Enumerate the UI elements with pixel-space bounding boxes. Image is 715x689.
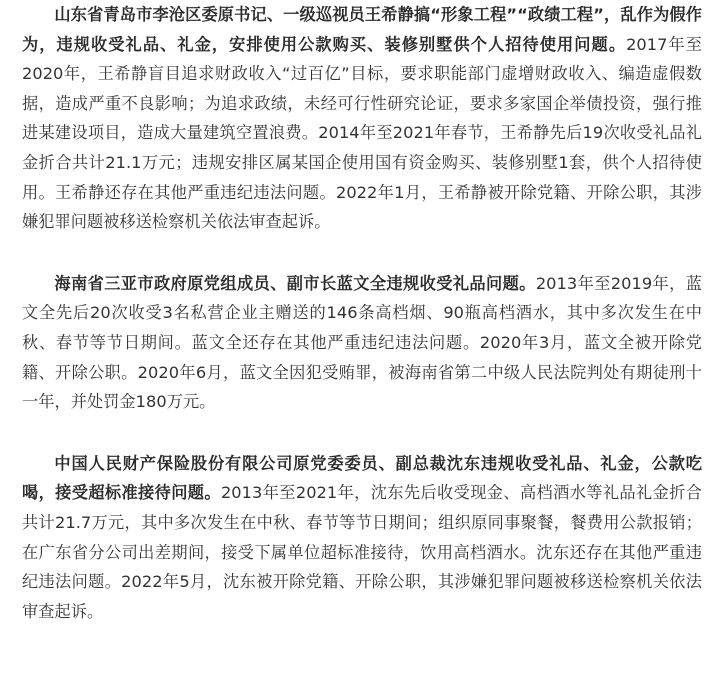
case-headline: 山东省青岛市李沧区委原书记、一级巡视员王希静搞“形象工程”“政绩工程”，乱作为假作为，违规收受礼品、礼金，安排使用公款购买、装修别墅供个人招待使用问题。: [22, 5, 702, 54]
case-paragraph-shen-dong: [22, 449, 702, 627]
case-headline: 中国人民财产保险股份有限公司原党委委员、副总裁沈东违规收受礼品、礼金，公款吃喝，接受超标准接待问题。: [22, 453, 702, 503]
article-body: [22, 0, 702, 626]
case-paragraph-wang-xijing: [22, 0, 702, 237]
case-paragraph-lan-wenquan: [22, 269, 702, 417]
case-details: 2013年至2019年，蓝文全先后20次收受3名私营企业主赠送的146条高档烟、90瓶高档酒水，其中多次发生在中秋、春节等节日期间。蓝文全还存在其他严重违纪违法问题。2020年3月，蓝文全被开除党籍、开除公职。2020年6月，蓝文全因犯受贿罪，被海南省第二中级人民法院判处有期徒刑十一年，并处罚金180万元。: [22, 273, 702, 412]
case-details: 2013年至2021年，沈东先后收受现金、高档酒水等礼品礼金折合共计21.7万元，其中多次发生在中秋、春节等节日期间；组织原同事聚餐，餐费用公款报销；在广东省分公司出差期间，接受下属单位超标准接待，饮用高档酒水。沈东还存在其他严重违纪违法问题。2022年5月，沈东被开除党籍、开除公职，其涉嫌犯罪问题被移送检察机关依法审查起诉。: [22, 483, 702, 621]
case-headline: 海南省三亚市政府原党组成员、副市长蓝文全违规收受礼品问题。: [54, 273, 536, 293]
case-details: 2017年至2020年，王希静盲目追求财政收入“过百亿”目标，要求职能部门虚增财政收入、编造虚假数据，造成严重不良影响；为追求政绩，未经可行性研究论证，要求多家国企举债投资，强行推进某建设项目，造成大量建筑空置浪费。2014年至2021年春节，王希静先后19次收受礼品礼金折合共计21.1万元；违规安排区属某国企使用国有资金购买、装修别墅1套，供个人招待使用。王希静还存在其他严重违纪违法问题。2022年1月，王希静被开除党籍、开除公职，其涉嫌犯罪问题被移送检察机关依法审查起诉。: [22, 34, 702, 232]
